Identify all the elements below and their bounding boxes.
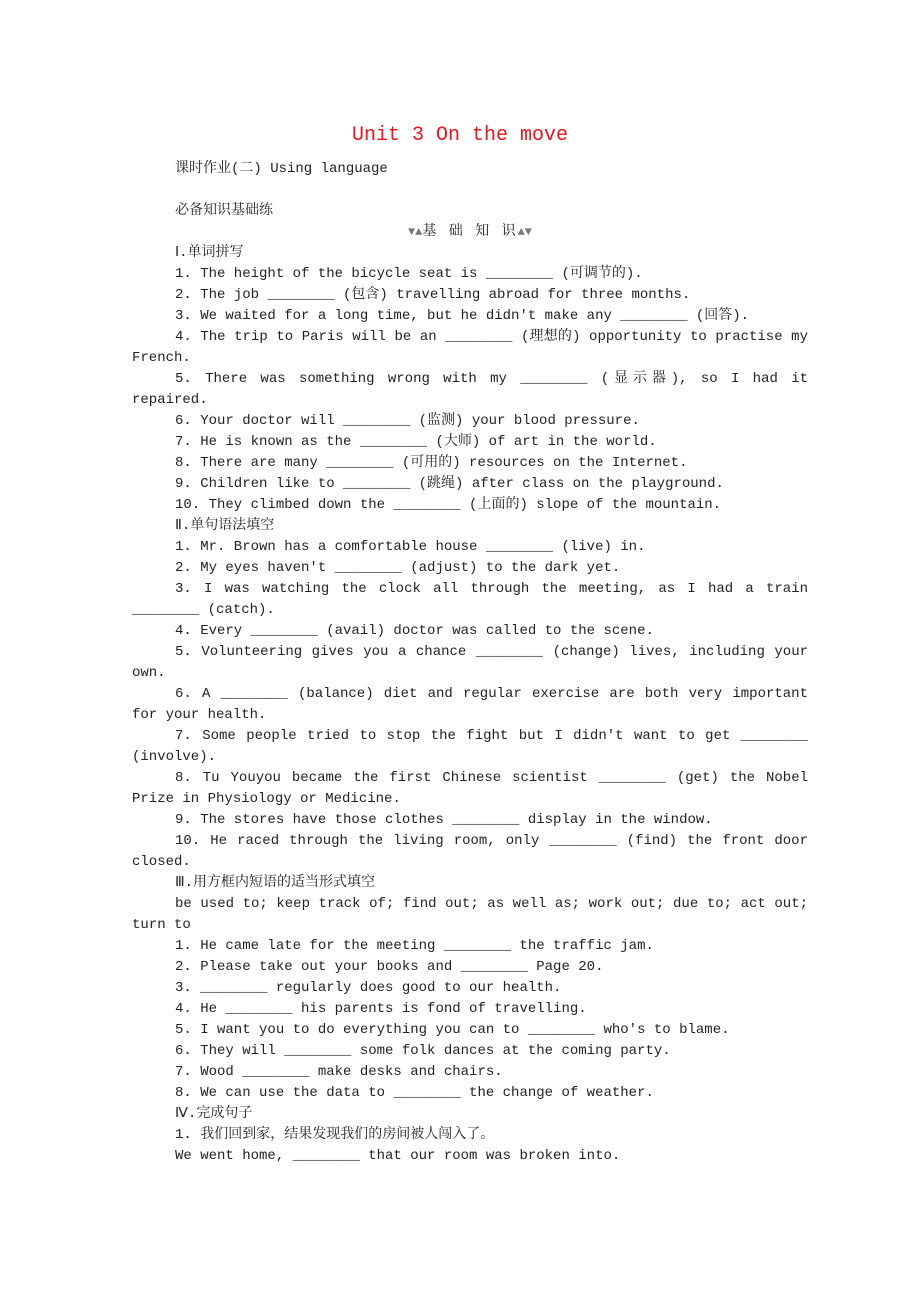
phrase-box: be used to; keep track of; find out; as well as; work out; due to; act out; turn to: [132, 896, 808, 933]
exercise-item: 8. There are many ________ (可用的) resources on the Internet.: [175, 455, 688, 471]
exercise-item: 5. I want you to do everything you can to ________ who's to blame.: [175, 1022, 730, 1038]
exercise-item: 9. Children like to ________ (跳绳) after class on the playground.: [175, 476, 724, 492]
section-label: 必备知识基础练: [175, 203, 273, 219]
exercise-item: 7. He is known as the ________ (大师) of art in the world.: [175, 434, 657, 450]
exercise-item: 3. I was watching the clock all through the meeting, as I had a train ________ (catch).: [132, 581, 808, 618]
exercise-item: 4. The trip to Paris will be an ________ (理想的) opportunity to practise my French.: [132, 329, 808, 366]
section-heading: Ⅳ.完成句子: [175, 1106, 253, 1122]
exercise-item: 7. Some people tried to stop the fight but I didn't want to get ________ (involve).: [132, 728, 808, 765]
exercise-item: 7. Wood ________ make desks and chairs.: [175, 1064, 503, 1080]
exercise-item: 5. Volunteering gives you a chance ________ (change) lives, including your own.: [132, 644, 808, 681]
exercise-item: 1. 我们回到家，结果发现我们的房间被人闯入了。: [175, 1127, 495, 1143]
exercise-item: 10. They climbed down the ________ (上面的) slope of the mountain.: [175, 497, 722, 513]
section-heading: Ⅱ.单句语法填空: [175, 518, 275, 534]
triangle-icon: ▲▼: [517, 225, 533, 239]
exercise-item: 6. They will ________ some folk dances at the coming party.: [175, 1043, 671, 1059]
exercise-item: 1. The height of the bicycle seat is ________ (可调节的).: [175, 266, 643, 282]
exercise-item: 1. He came late for the meeting ________ the traffic jam.: [175, 938, 654, 954]
triangle-icon: ▼▲: [407, 225, 423, 239]
exercise-item: 5. There was something wrong with my ________ (显示器), so I had it repaired.: [132, 371, 808, 408]
exercise-item: 3. We waited for a long time, but he didn't make any ________ (回答).: [175, 308, 750, 324]
exercise-item: 2. My eyes haven't ________ (adjust) to the dark yet.: [175, 560, 621, 576]
exercise-item: 4. He ________ his parents is fond of travelling.: [175, 1001, 587, 1017]
exercise-item: We went home, ________ that our room was broken into.: [175, 1148, 621, 1164]
exercise-item: 8. Tu Youyou became the first Chinese scientist ________ (get) the Nobel Prize in Physiology or Medicine.: [132, 770, 808, 807]
exercise-sections: [132, 243, 808, 1167]
page-title: Unit 3 On the move: [351, 124, 569, 147]
exercise-item: 6. Your doctor will ________ (监测) your blood pressure.: [175, 413, 640, 429]
exercise-item: 2. Please take out your books and ________ Page 20.: [175, 959, 604, 975]
section-band: [132, 222, 808, 243]
exercise-item: 2. The job ________ (包含) travelling abroad for three months.: [175, 287, 691, 303]
exercise-item: 8. We can use the data to ________ the change of weather.: [175, 1085, 654, 1101]
section-heading: Ⅲ.用方框内短语的适当形式填空: [175, 875, 376, 891]
exercise-item: 9. The stores have those clothes ________ display in the window.: [175, 812, 713, 828]
exercise-item: 6. A ________ (balance) diet and regular exercise are both very important for your health.: [132, 686, 808, 723]
subtitle: 课时作业(二) Using language: [175, 161, 388, 177]
exercise-item: 10. He raced through the living room, only ________ (find) the front door closed.: [132, 833, 808, 870]
document-body: [132, 159, 808, 1167]
band-label: 基 础 知 识: [422, 224, 518, 240]
exercise-item: 4. Every ________ (avail) doctor was called to the scene.: [175, 623, 654, 639]
exercise-item: 1. Mr. Brown has a comfortable house ________ (live) in.: [175, 539, 646, 555]
section-heading: Ⅰ.单词拼写: [175, 245, 244, 261]
exercise-item: 3. ________ regularly does good to our health.: [175, 980, 562, 996]
